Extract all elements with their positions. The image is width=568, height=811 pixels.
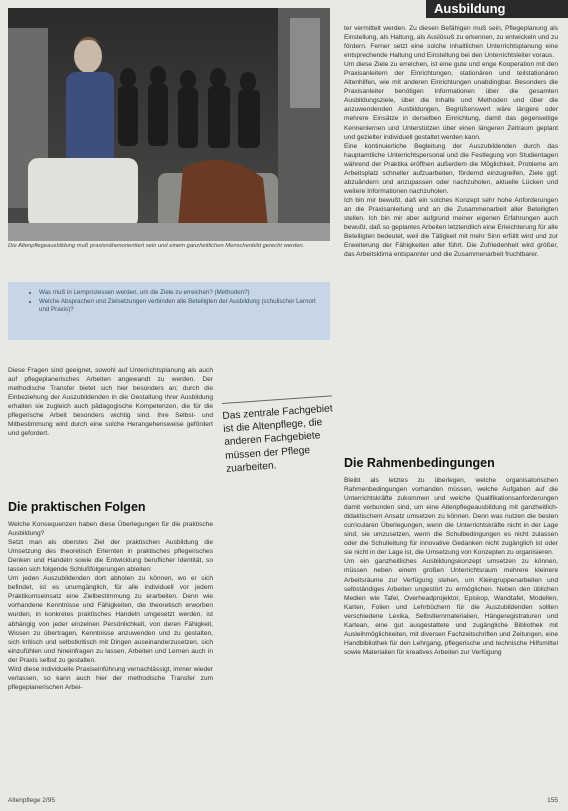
paragraph: Diese Fragen sind geeignet, sowohl auf Unterrichtsplanung als auch auf pflegeplanerisches Arbeiten angewandt zu werden. Der methodische Transfer bietet sich hier besonders an; durch die Einbeziehung der Auszubildenden in die Gestaltung ihrer Ausbildung erhalten sie zugleich auch pädagogische Kompetenzen, die für die pflegerische Arbeit besonders wichtig sind. Ihre Selbst- und Mitbestimmung wird durch eine solche Herangehensweise gefördert und gefordert. [8,367,213,438]
paragraph: Eine kontinuierliche Begleitung der Auszubildenden durch das hauptamtliche Unterrichtspersonal und die Festlegung von Studientagen während der Praktika eröffnen außerdem die Möglichkeit, Probleme am Arbeitsplatz schneller aufzuarbeiten, fördernd einzugreifen, Ziele ggf. abzuändern und anzupassen oder nachzuholen, aktuelle Lücken und weitere Informationen nachzuholen. [344,142,558,195]
paragraph: Welche Konsequenzen haben diese Überlegungen für die praktische Ausbildung? [8,521,213,538]
paragraph: Bleibt als letztes zu überlegen, welche organisatorischen Rahmenbedingungen vorhanden müssen, welche Aufgaben auf die Unterrichtskräfte zukommen und welche Qualifikationsanforderungen damit verbunden sind, um eine Altenpflegeausbildung mit ganzheitlich-didaktischem Ansatz umsetzen zu können. Denn was nutzen die besten curricularen Überlegungen, wenn die Unterrichtskräfte nicht in der Lage sind, sie umzusetzen, wenn die Schulbedingungen es nicht zulassen oder die Schulleitung für innovative Gedanken nicht zugänglich ist oder sie nicht in der Lage ist, die Umsetzung von Konzepten zu organisieren. [344,477,558,557]
left-body [8,520,213,794]
page-number: 155 [547,797,558,804]
heading-praktische-folgen: Die praktischen Folgen [8,500,146,514]
photo-caption: Die Altenpflegeausbildung muß praxisnähenorientiert sein und einem ganzheitlichen Menschenbild gerecht werden. [8,243,305,249]
classroom-illustration [8,8,330,241]
pull-quote: Das zentrale Fachgebiet ist die Altenpflege, die anderen Fachgebiete müssen der Pflege zuarbeiten. [222,403,334,475]
paragraph: Ich bin mir bewußt, daß ein solches Konzept sehr hohe Anforderungen an die Praxisanleitung und an die Zusammenarbeit aller Beteiligten stellen. Ich bin mir aber aufgrund meiner eigenen Erfahrungen auch bewußt, daß so geplantes Arbeiten letztendlich eine Erleichterung für alle Beteiligten bedeutet, weil die Tätigkeit mit mehr Sinn erfüllt wird und zur Erweiterung der Fähigkeiten aller führt. Die Zufriedenheit wird größer, das Arbeitsklima entspannter und die Zusammenarbeit fruchtbarer. [344,196,558,259]
paragraph: Um diese Ziele zu erreichen, ist eine gute und enge Kooperation mit den Praxisanleitern der Einrichtungen, stationären und teilstationären Altenhilfen, wie mit anderen Einrichtungen unabdingbar. Besonders die Praxisanleiter benötigen Informationen über die gesamten Ausbildungsziele, über die Inhalte und Methoden und über die anzuwendenden Ausbildungen, Begrüßenswert wäre längere oder mehrere Einsätze in derselben Einrichtung, damit das gegenseitige Kennenlernen und Unterstützen über einen längeren Zeitraum geplant und gezielter individuell gestaltet werden kann. [344,61,558,141]
right-body [344,476,558,794]
heading-rahmenbedingungen: Die Rahmenbedingungen [344,456,495,470]
paragraph: ter vermittelt werden. Zu diesen Befähigen muß sein, Pflegeplanung als Einstellung, als Haltung, als Auslösuß zu erkennen, zu entwickeln und zu fördern. Ferner setzt eine solche inhaltlichen Unterrichtsplanung eine entsprechende Haltung und Einstellung bei den Unterrichtsleiter voraus. [344,25,558,60]
bullet-item: • Was muß in Lernprozessen werden, um die Ziele zu erreichen? (Methoden?) [39,289,324,298]
paragraph: Setzt man als oberstes Ziel der praktischen Ausbildung die Umsetzung des theoretisch Erlernten in praktisches pflegerisches Denken und Handeln sowie die Entwicklung beruflicher Identität, so lassen sich folgende Schlußfolgerungen ableiten: [8,539,213,574]
bullet-box [8,282,330,340]
classroom-photo [8,8,330,241]
paragraph: Um jeden Auszubildenden dort abholen zu können, wo er sich befindet, ist es unumgänglich, für alle individuell vor jedem Praktikumseinsatz eine Zielbestimmung zu erarbeiten. Denn wie vorhandene Kenntnisse und Fähigkeiten, die theoretisch erworben wurden, in konkretes praktisches Handeln umgesetzt werden, ist abhängig von jeder einzelnen Persönlichkeit, von deren Fähigkeit, Wissen zu übertragen, Kenntnisse anzuwenden und zu gestalten, sich kritisch und selbstkritisch mit Dingen auseinanderzusetzen, sich einzufühlen und hineinfragen zu lassen, Arbeiten und Lernen auch in der Praxis selbst zu gestalten. [8,575,213,664]
bullet-item: • Welche Absprachen und Zielsetzungen verbinden alle Beteiligten der Ausbildung (schulischer Lernort und Praxis)? [39,298,324,315]
paragraph: Um ein ganzheitliches Ausbildungskonzept umsetzen zu können, müssen neben einem großen Unterrichtsraum mehrere kleinere Arbeitsräume zur Verfügung stehen, um Kleingruppenarbeiten und selbständiges Arbeiten ungestört zu ermöglichen. Neben den üblichen Medien wie Tafel, Overheadprojektor, Episkop, Wandtafel, Modellen, Karten, Folien und Lehrbüchern für die Auszubildenden sollten verschiedene Lexika, Selbstlernmaterialien, Hängeregistraturen und Kartean, eine gut ausgestattete und zugängliche Bibliothek mit Ausleihmöglichkeiten, mit diversen Fachzeitschriften und Zeitungen, eine Handbibliothek für den Lehrgang, pflegerische und technische Hilfsmittel sowie Materialien für kreatives Arbeiten zur Verfügung [344,558,558,656]
right-top [344,24,558,442]
section-tag: Ausbildung [426,0,568,18]
paragraph: Wird diese individuelle Praxiseinführung vernachlässigt, immer wieder verlassen, so kann auch hier der methodische Transfer zum pflegeplanerischen Arbei- [8,665,213,691]
left-intro [8,366,213,438]
footer-left: Altenpflege 2/95 [8,797,55,804]
